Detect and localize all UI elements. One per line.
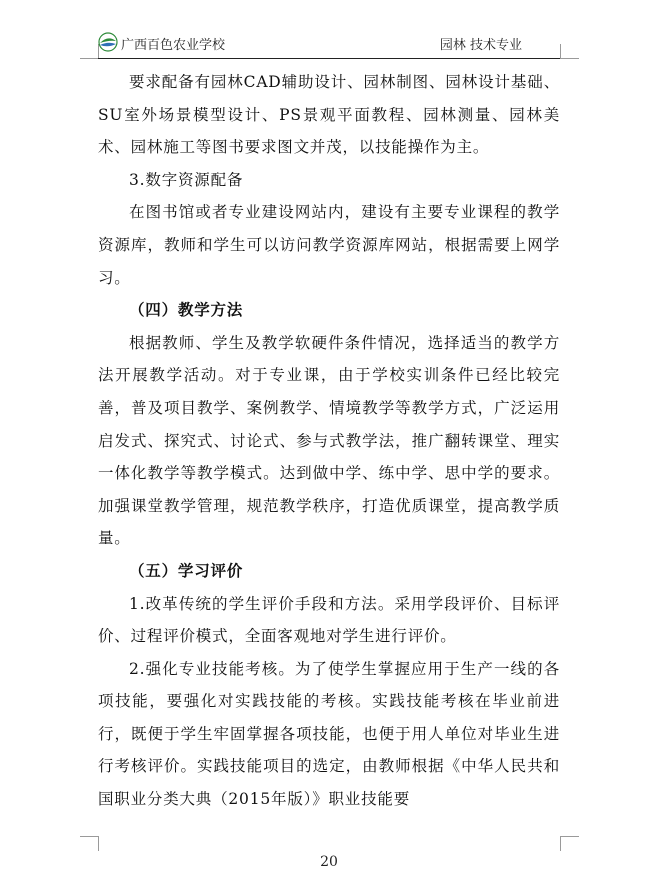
page-header <box>98 30 560 59</box>
heading-digital-resources: 3.数字资源配备 <box>129 170 244 189</box>
paragraph-digital-resources: 在图书馆或者专业建设网站内，建设有主要专业课程的教学资源库，教师和学生可以访问教学资源库网站，根据需要上网学习。 <box>98 203 560 287</box>
crop-mark-bottom-left <box>80 836 99 851</box>
school-logo-icon <box>98 32 118 52</box>
crop-mark-bottom-right <box>560 836 579 851</box>
body-text <box>98 66 560 816</box>
paragraph-teaching-methods: 根据教师、学生及教学软硬件条件情况，选择适当的教学方法开展教学活动。对于专业课，由于学校实训条件已经比较完善，普及项目教学、案例教学、情境教学等教学方式，广泛运用启发式、探究式、讨论式、参与式教学法，推广翻转课堂、理实一体化教学等教学模式。达到做中学、练中学、思中学的要求。加强课堂教学管理，规范教学秩序，打造优质课堂，提高教学质量。 <box>98 333 560 548</box>
page-number: 20 <box>320 854 338 870</box>
paragraph-books: 要求配备有园林CAD辅助设计、园林制图、园林设计基础、SU室外场景模型设计、PS景观平面教程、园林测量、园林美术、园林施工等图书要求图文并茂，以技能操作为主。 <box>98 73 560 157</box>
paragraph-evaluation-1: 1.改革传统的学生评价手段和方法。采用学段评价、目标评价、过程评价模式，全面客观地对学生进行评价。 <box>98 594 560 646</box>
crop-mark-top-left <box>80 44 99 59</box>
school-name: 广西百色农业学校 <box>121 38 226 53</box>
crop-mark-top-right <box>560 44 579 59</box>
major-name: 园林 技术专业 <box>439 38 522 53</box>
paragraph-evaluation-2: 2.强化专业技能考核。为了使学生掌握应用于生产一线的各项技能，要强化对实践技能的考核。实践技能考核在毕业前进行，既便于学生牢固掌握各项技能，也便于用人单位对毕业生进行考核评价。实践技能项目的选定，由教师根据《中华人民共和国职业分类大典（2015年版）》职业技能要 <box>98 659 560 809</box>
heading-teaching-methods: （四）教学方法 <box>129 300 244 320</box>
heading-learning-evaluation: （五）学习评价 <box>129 560 244 580</box>
